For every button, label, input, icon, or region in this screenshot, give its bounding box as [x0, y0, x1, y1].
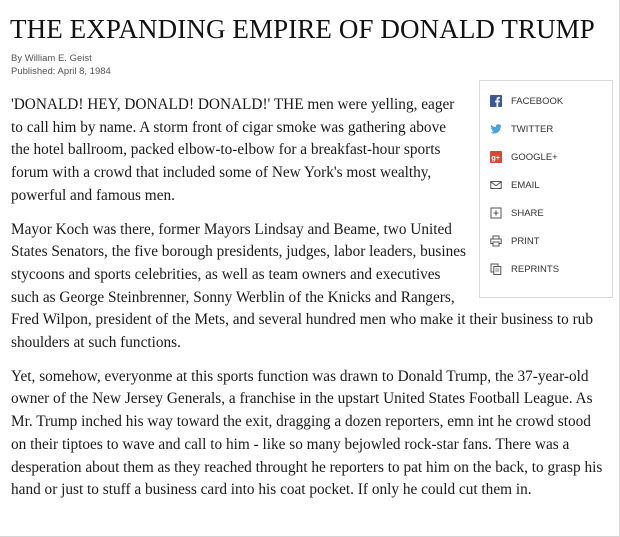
share-label: GOOGLE+: [511, 151, 558, 163]
byline-block: [11, 52, 111, 78]
share-label: SHARE: [511, 207, 544, 219]
article-paragraph: [11, 219, 611, 355]
float-spacer: [466, 219, 611, 302]
article-headline: THE EXPANDING EMPIRE OF DONALD TRUMP: [10, 14, 595, 44]
share-label: PRINT: [511, 235, 540, 247]
share-label: EMAIL: [511, 179, 540, 191]
share-label: FACEBOOK: [511, 95, 564, 107]
byline-published-date: Published: April 8, 1984: [11, 66, 111, 77]
share-label: TWITTER: [511, 123, 554, 135]
byline-author: By William E. Geist: [11, 53, 92, 64]
article-paragraph-text: Mayor Koch was there, former Mayors Lindsay and Beame, two United States Senators, the five borough presidents, judges, labor leaders, busines stycoons and sports celebrities, as well as team owners and executives such as George Steinbrenner, Sonny Werblin of the Knicks and Rangers, Fred Wilpon, president of the Mets, and several hundred men who make it their business to rub shoulders at such functions.: [11, 220, 593, 352]
svg-text:g+: g+: [491, 153, 501, 162]
share-label: REPRINTS: [511, 263, 560, 275]
article-paragraph: Yet, somehow, everyonme at this sports function was drawn to Donald Trump, the 37-year-old owner of the New Jersey Generals, a franchise in the upstart United States Football League. As Mr. Trump inched his way toward the exit, dragging a dozen reporters, emn int he crowd stood on their tiptoes to wave and call to him - like so many bejowled rock-star fans. There was a desperation about them as they reached throught he reporters to pat him on the back, to grasp his hand or just to stuff a business card into his coat pocket. If only he could cut them in.: [11, 367, 603, 499]
article-body: [11, 94, 609, 513]
article-paragraph: 'DONALD! HEY, DONALD! DONALD!' THE men were yelling, eager to call him by name. A storm front of cigar smoke was gathering above the hotel ballroom, packed elbow-to-elbow for a breakfast-hour sports forum with a crowd that included some of New York's most wealthy, powerful and famous men.: [11, 96, 455, 204]
